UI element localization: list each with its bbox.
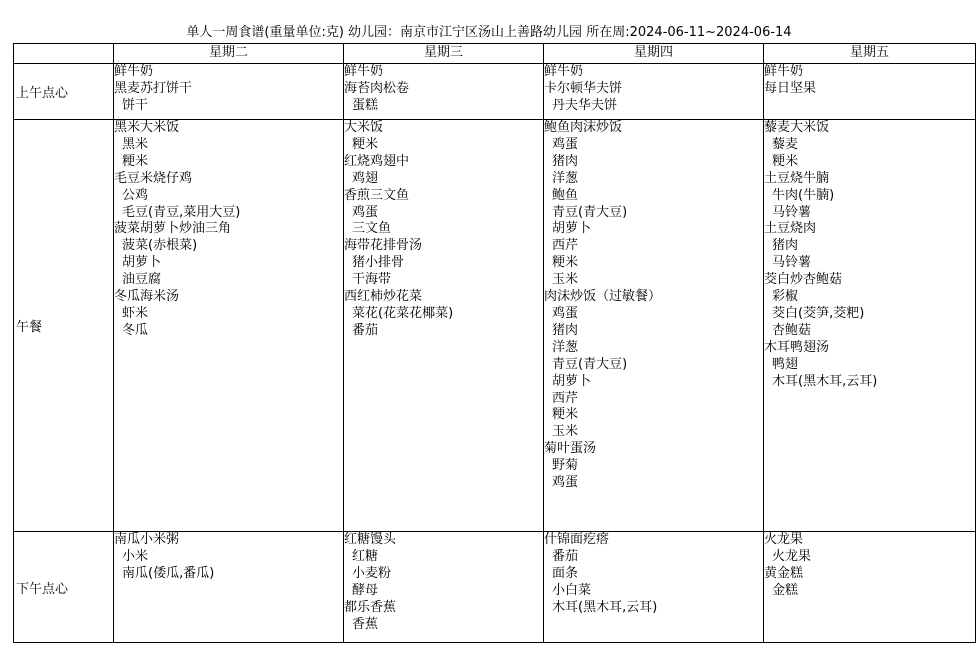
ingredient: 公鸡 xyxy=(122,187,149,203)
dish-name: 菠菜胡萝卜炒油三角 xyxy=(114,221,232,237)
ingredient: 粳米 xyxy=(552,407,579,423)
ingredient: 洋葱 xyxy=(552,339,579,355)
ingredient: 蛋糕 xyxy=(352,97,379,113)
ingredient: 鸡翅 xyxy=(352,170,379,186)
ingredient: 青豆(青大豆) xyxy=(552,204,628,220)
ingredient: 饼干 xyxy=(122,97,149,113)
morning-snack-row xyxy=(14,64,976,120)
row-label: 下午点心 xyxy=(14,532,114,643)
day-header: 星期四 xyxy=(544,44,764,64)
ingredient: 猪肉 xyxy=(772,238,799,254)
dish-name: 鲜牛奶 xyxy=(114,64,154,79)
dish-name: 什锦面疙瘩 xyxy=(544,532,610,547)
dish-name: 肉沫炒饭（过敏餐） xyxy=(544,289,662,305)
dish-name: 都乐香蕉 xyxy=(344,599,397,615)
ingredient: 酵母 xyxy=(352,582,379,598)
row-label: 午餐 xyxy=(14,120,114,532)
ingredient: 菜花(花菜花椰菜) xyxy=(352,305,454,321)
ingredient: 野菊 xyxy=(552,458,579,474)
ingredient: 胡萝卜 xyxy=(552,221,592,237)
menu-cell xyxy=(344,120,544,532)
dish-name: 黑麦苏打饼干 xyxy=(114,80,193,96)
ingredient: 菠菜(赤根菜) xyxy=(122,238,198,254)
ingredient: 番茄 xyxy=(552,548,579,564)
ingredient: 鸡蛋 xyxy=(552,136,579,152)
ingredient: 南瓜(倭瓜,番瓜) xyxy=(122,565,215,581)
page-title: 单人一周食谱(重量单位:克) 幼儿园：南京市江宁区汤山上善路幼儿园 所在周:2024-06-11~2024-06-14 xyxy=(186,25,792,40)
afternoon-snack-row xyxy=(14,532,976,643)
day-header: 星期五 xyxy=(764,44,976,64)
ingredient: 猪小排骨 xyxy=(352,255,405,271)
dish-name: 毛豆米烧仔鸡 xyxy=(114,170,193,186)
header-row xyxy=(14,44,976,64)
ingredient: 粳米 xyxy=(352,136,379,152)
dish-name: 海苔肉松卷 xyxy=(344,80,410,96)
dish-name: 鲜牛奶 xyxy=(764,64,804,79)
ingredient: 小麦粉 xyxy=(352,565,392,581)
ingredient: 毛豆(青豆,菜用大豆) xyxy=(122,204,241,220)
dish-name: 黄金糕 xyxy=(764,565,804,581)
menu-cell xyxy=(544,532,764,643)
dish-name: 藜麦大米饭 xyxy=(764,120,830,135)
ingredient: 丹夫华夫饼 xyxy=(552,97,618,113)
dish-name: 鲍鱼肉沫炒饭 xyxy=(544,120,623,135)
ingredient: 玉米 xyxy=(552,272,579,288)
menu-cell xyxy=(764,120,976,532)
ingredient: 木耳(黑木耳,云耳) xyxy=(772,373,878,389)
ingredient: 猪肉 xyxy=(552,322,579,338)
ingredient: 木耳(黑木耳,云耳) xyxy=(552,599,658,615)
ingredient: 粳米 xyxy=(552,255,579,271)
ingredient: 鸡蛋 xyxy=(552,475,579,491)
dish-name: 火龙果 xyxy=(764,532,804,547)
ingredient: 藜麦 xyxy=(772,136,799,152)
ingredient: 黑米 xyxy=(122,136,149,152)
menu-cell xyxy=(114,120,344,532)
ingredient: 油豆腐 xyxy=(122,272,162,288)
day-header: 星期二 xyxy=(114,44,344,64)
dish-name: 木耳鸭翅汤 xyxy=(764,339,830,355)
ingredient: 鸡蛋 xyxy=(552,305,579,321)
ingredient: 杏鲍菇 xyxy=(772,322,812,338)
ingredient: 红糖 xyxy=(352,548,379,564)
ingredient: 干海带 xyxy=(352,272,392,288)
ingredient: 小白菜 xyxy=(552,582,592,598)
ingredient: 金糕 xyxy=(772,582,799,598)
menu-cell xyxy=(114,532,344,643)
ingredient: 马铃薯 xyxy=(772,204,812,220)
row-label: 上午点心 xyxy=(14,64,114,120)
dish-name: 鲜牛奶 xyxy=(544,64,584,79)
ingredient: 胡萝卜 xyxy=(552,373,592,389)
ingredient: 面条 xyxy=(552,565,579,581)
dish-name: 菊叶蛋汤 xyxy=(544,441,597,457)
menu-cell xyxy=(764,64,976,120)
ingredient: 西芹 xyxy=(552,390,579,406)
dish-name: 红烧鸡翅中 xyxy=(344,153,410,169)
dish-name: 土豆烧牛腩 xyxy=(764,170,830,186)
menu-cell xyxy=(764,532,976,643)
menu-cell xyxy=(544,120,764,532)
dish-name: 西红柿炒花菜 xyxy=(344,289,423,305)
ingredient: 三文鱼 xyxy=(352,221,392,237)
dish-name: 黑米大米饭 xyxy=(114,120,180,135)
ingredient: 鸭翅 xyxy=(772,356,799,372)
dish-name: 鲜牛奶 xyxy=(344,64,384,79)
ingredient: 彩椒 xyxy=(772,289,799,305)
ingredient: 小米 xyxy=(122,548,149,564)
menu-cell xyxy=(344,532,544,643)
ingredient: 猪肉 xyxy=(552,153,579,169)
lunch-row xyxy=(14,120,976,532)
weekly-menu-table xyxy=(13,43,976,643)
menu-cell xyxy=(344,64,544,120)
ingredient: 粳米 xyxy=(772,153,799,169)
dish-name: 每日坚果 xyxy=(764,80,817,96)
ingredient: 冬瓜 xyxy=(122,322,149,338)
ingredient: 茭白(茭笋,茭粑) xyxy=(772,305,865,321)
dish-name: 卡尔顿华夫饼 xyxy=(544,80,623,96)
ingredient: 洋葱 xyxy=(552,170,579,186)
ingredient: 虾米 xyxy=(122,305,149,321)
dish-name: 香煎三文鱼 xyxy=(344,187,410,203)
dish-name: 红糖馒头 xyxy=(344,532,397,547)
ingredient: 鲍鱼 xyxy=(552,187,579,203)
ingredient: 火龙果 xyxy=(772,548,812,564)
corner-cell xyxy=(14,44,114,64)
ingredient: 番茄 xyxy=(352,322,379,338)
menu-cell xyxy=(114,64,344,120)
menu-cell xyxy=(544,64,764,120)
dish-name: 海带花排骨汤 xyxy=(344,238,423,254)
ingredient: 马铃薯 xyxy=(772,255,812,271)
dish-name: 茭白炒杏鲍菇 xyxy=(764,272,843,288)
dish-name: 冬瓜海米汤 xyxy=(114,289,180,305)
ingredient: 玉米 xyxy=(552,424,579,440)
ingredient: 胡萝卜 xyxy=(122,255,162,271)
dish-name: 南瓜小米粥 xyxy=(114,532,180,547)
ingredient: 鸡蛋 xyxy=(352,204,379,220)
dish-name: 土豆烧肉 xyxy=(764,221,817,237)
day-header: 星期三 xyxy=(344,44,544,64)
ingredient: 粳米 xyxy=(122,153,149,169)
ingredient: 青豆(青大豆) xyxy=(552,356,628,372)
ingredient: 牛肉(牛腩) xyxy=(772,187,835,203)
dish-name: 大米饭 xyxy=(344,120,384,135)
ingredient: 香蕉 xyxy=(352,616,379,632)
ingredient: 西芹 xyxy=(552,238,579,254)
